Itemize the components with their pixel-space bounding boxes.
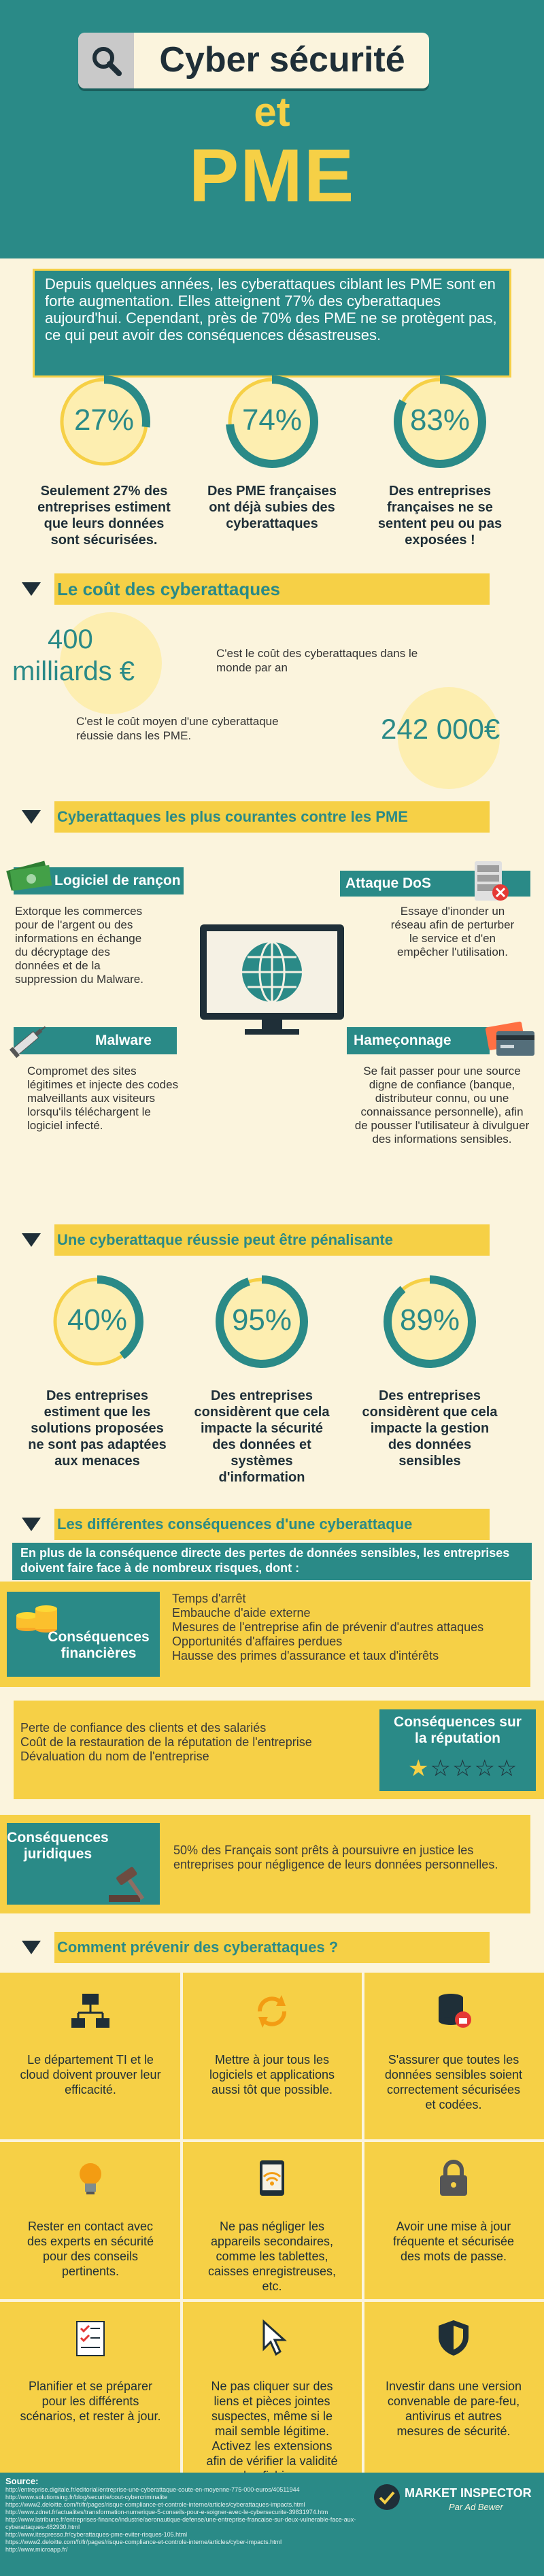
fin-item: Embauche d'aide externe xyxy=(172,1606,311,1620)
syringe-icon xyxy=(8,1022,49,1060)
cost-big2: 242 000€ xyxy=(381,713,500,745)
server-error-icon xyxy=(469,858,510,906)
shield-icon xyxy=(433,2318,474,2358)
title-et: et xyxy=(254,89,290,135)
source-link[interactable]: https://www2.deloitte.com/fr/fr/pages/risque-compliance-et-controle-interne/articles/cyber-impacts.html xyxy=(5,2539,282,2545)
penal1-text: Des entreprises estiment que les solutions proposées ne sont pas adaptées aux menaces xyxy=(28,1388,167,1469)
stat1-text: Seulement 27% des entreprises estiment que leurs données sont sécurisées. xyxy=(37,484,171,548)
fin-item: Opportunités d'affaires perdues xyxy=(172,1635,343,1648)
refresh-icon xyxy=(252,1991,292,2032)
source-link[interactable]: http://www.latribune.fr/entreprises-finance/industrie/aeronautique-defense/une-entreprise-francaise-sur-deux-vulnerable-face-aux-cyberattaques-482930.html xyxy=(5,2516,356,2530)
cost-title-bar xyxy=(54,573,490,605)
tip-card xyxy=(363,1976,544,2139)
stat3-text: Des entreprises françaises ne se sentent peu ou pas exposées ! xyxy=(377,484,503,548)
cost-desc1: C'est le coût des cyberattaques dans le monde par an xyxy=(216,647,418,674)
fin-item: Temps d'arrêt xyxy=(172,1592,246,1605)
grid-line-h1 xyxy=(0,2139,544,2142)
cost-desc2: C'est le coût moyen d'une cyberattaque réussie dans les PME. xyxy=(76,715,279,742)
malware-text: Compromet des sites légitimes et injecte des codes malveillants aux visiteurs lorsqu'ils téléchargent le logiciel infecté. xyxy=(27,1065,179,1132)
penal2-pct: 95% xyxy=(231,1303,292,1337)
tip-text: Ne pas négliger les appareils secondaires, comme les tablettes, caisses enregistreuses, etc. xyxy=(207,2220,337,2293)
tip-text: Mettre à jour tous les logiciels et applications aussi tôt que possible. xyxy=(209,2053,335,2096)
cost-big1-line2: milliards € xyxy=(12,656,135,686)
penal1-pct: 40% xyxy=(67,1303,128,1337)
checklist-icon xyxy=(70,2318,111,2358)
grid-line-v1 xyxy=(180,1973,183,2473)
dos-text: Essaye d'inonder un réseau afin de perturber le service et d'en empêcher l'utilisation. xyxy=(390,905,515,958)
monitor-globe-icon xyxy=(197,922,347,1037)
cost-title: Le coût des cyberattaques xyxy=(57,578,280,599)
stat2-text: Des PME françaises ont déjà subies des cyberattaques xyxy=(207,484,337,531)
tip-card xyxy=(0,2303,181,2466)
brand-name: MARKET INSPECTOR xyxy=(405,2486,532,2500)
search-icon-box xyxy=(78,33,134,88)
conseq-title: Les différentes conséquences d'une cyberattaque xyxy=(57,1516,413,1533)
jur-text: 50% des Français sont prêts à poursuivre en justice les entreprises pour négligence de leurs données personnelles. xyxy=(173,1843,498,1871)
gavel-icon xyxy=(102,1864,156,1905)
section-arrow-icon xyxy=(22,1233,41,1247)
section-arrow-icon xyxy=(22,582,41,596)
tip-text: Investir dans une version convenable de pare-feu, antivirus et autres mesures de sécurité. xyxy=(385,2379,522,2438)
rep-item: Coût de la restauration de la réputation de l'entreprise xyxy=(20,1735,312,1749)
phish-text: Se fait passer pour une source digne de confiance (banque, distributeur connu, ou une connaissance personnelle), afin de pousser l'utilisateur à divulguer des informations sensibles. xyxy=(354,1065,530,1145)
brand-sub: Par Ad Bewer xyxy=(449,2502,503,2512)
conseq-intro: En plus de la conséquence directe des pertes de données sensibles, les entreprises doivent faire face à de nombreux risques, dont : xyxy=(20,1546,510,1575)
penal2-ring xyxy=(211,1271,313,1373)
stat2-pct: 74% xyxy=(241,403,303,437)
tip-card xyxy=(0,1976,181,2139)
jur-label: Conséquences juridiques xyxy=(7,1830,109,1862)
tip-card xyxy=(182,1976,362,2139)
common-title-bar xyxy=(54,801,490,833)
stat1-ring xyxy=(53,371,155,473)
tip-card xyxy=(0,2143,181,2306)
rep-item: Dévaluation du nom de l'entreprise xyxy=(20,1750,209,1763)
section-arrow-icon xyxy=(22,1941,41,1954)
stat2-ring xyxy=(221,371,323,473)
tip-card xyxy=(182,2303,362,2466)
fin-item: Mesures de l'entreprise afin de prévenir d'autres attaques xyxy=(172,1620,484,1634)
source-list xyxy=(5,2486,359,2554)
tip-card xyxy=(363,2303,544,2466)
stat3-ring xyxy=(389,371,491,473)
credit-card-icon xyxy=(484,1020,537,1061)
star-empty-icon: ☆☆☆☆ xyxy=(430,1756,519,1782)
tip-text: Rester en contact avec des experts en sécurité pour des conseils pertinents. xyxy=(27,2220,154,2278)
search-icon xyxy=(89,44,123,78)
penal3-ring xyxy=(379,1271,481,1373)
fin-label: Conséquences financières xyxy=(48,1629,150,1661)
fin-items xyxy=(172,1592,519,1663)
rep-label: Conséquences sur la réputation xyxy=(394,1714,522,1746)
header xyxy=(0,0,544,258)
rep-items xyxy=(20,1721,374,1764)
tip-text: Planifier et se préparer pour les différents scénarios, et rester à jour. xyxy=(20,2379,161,2423)
tip-card xyxy=(182,2143,362,2306)
tip-text: Le département TI et le cloud doivent prouver leur efficacité. xyxy=(20,2053,161,2096)
source-link[interactable]: http://www.solutionsing.fr/blog/securite/cout-cybercriminalite xyxy=(5,2494,168,2500)
rep-stars xyxy=(408,1755,518,1782)
database-icon xyxy=(433,1991,474,2032)
penal-title: Une cyberattaque réussie peut être pénalisante xyxy=(57,1231,393,1248)
tip-card xyxy=(363,2143,544,2306)
money-icon xyxy=(5,858,53,892)
penal1-ring xyxy=(46,1271,148,1373)
market-inspector-logo-icon xyxy=(373,2483,401,2511)
tip-text: S'assurer que toutes les données sensibles soient correctement sécurisées et codées. xyxy=(384,2053,523,2111)
penal3-text: Des entreprises considèrent que cela impacte la gestion des données sensibles xyxy=(362,1388,498,1469)
source-link[interactable]: http://www.itespresso.fr/cyberattaques-pme-eviter-risques-105.html xyxy=(5,2531,188,2538)
grid-line-v2 xyxy=(362,1973,364,2473)
fin-item: Hausse des primes d'assurance et taux d'intérêts xyxy=(172,1649,439,1662)
tip-text: Ne pas cliquer sur des liens et pièces jointes suspectes, même si le mail semble légitime. Activez les extensions afin de vérifier la validité xyxy=(206,2379,338,2468)
source-link[interactable]: http://www.zdnet.fr/actualites/transformation-numerique-5-conseils-pour-e-soigner-avec-le-cybersecurite-39831974.htm xyxy=(5,2509,328,2515)
rep-item: Perte de confiance des clients et des salariés xyxy=(20,1721,267,1735)
grid-line-h2 xyxy=(0,2299,544,2302)
ransom-title: Logiciel de rançon xyxy=(54,873,181,888)
section-arrow-icon xyxy=(22,810,41,824)
source-label: Source: xyxy=(5,2476,39,2486)
source-link[interactable]: https://www2.deloitte.com/fr/fr/pages/risque-compliance-et-controle-interne/articles/cyberattaques-impacts.html xyxy=(5,2501,305,2508)
dos-title: Attaque DoS xyxy=(345,875,431,891)
cursor-icon xyxy=(252,2318,292,2358)
intro-text: Depuis quelques années, les cyberattaques ciblant les PME sont en forte augmentation. Elles atteignent 77% des cyberattaques aujourd'hui. Cependant, près de 70% des PME ne se protègent pas, ce qui peut avoir des conséquences désastreuses. xyxy=(45,275,497,344)
title-line2: PME xyxy=(188,134,356,218)
star-filled-icon: ★ xyxy=(408,1756,430,1782)
cost-big1-line1: 400 xyxy=(48,624,93,654)
tip-text: Avoir une mise à jour fréquente et sécurisée des mots de passe. xyxy=(392,2220,515,2263)
penal2-text: Des entreprises considèrent que cela impacte la sécurité des données et systèmes d'information xyxy=(194,1388,330,1485)
penal3-pct: 89% xyxy=(399,1303,460,1337)
penal-title-bar xyxy=(54,1224,490,1256)
lightbulb-icon xyxy=(70,2158,111,2198)
common-title: Cyberattaques les plus courantes contre les PME xyxy=(57,808,408,825)
stat1-pct: 27% xyxy=(73,403,135,437)
padlock-icon xyxy=(433,2158,474,2198)
source-link[interactable]: http://www.microapp.fr/ xyxy=(5,2546,68,2553)
ransom-text: Extorque les commerces pour de l'argent ou des informations en échange du décryptage des données et de la suppression du Malware. xyxy=(15,905,143,986)
prevent-title: Comment prévenir des cyberattaques ? xyxy=(57,1939,339,1956)
source-link[interactable]: http://entreprise.digitale.fr/editorial/entreprise-une-cyberattaque-coute-en-moyenne-775-000-euros/40511944 xyxy=(5,2486,300,2493)
tablet-wifi-icon xyxy=(252,2158,292,2198)
malware-title: Malware xyxy=(95,1033,152,1048)
stat3-pct: 83% xyxy=(409,403,471,437)
conseq-title-bar xyxy=(54,1509,490,1540)
network-icon xyxy=(70,1991,111,2032)
title-line1: Cyber sécurité xyxy=(159,40,405,80)
phish-title: Hameçonnage xyxy=(354,1033,452,1048)
section-arrow-icon xyxy=(22,1518,41,1531)
prevent-title-bar xyxy=(54,1932,490,1963)
